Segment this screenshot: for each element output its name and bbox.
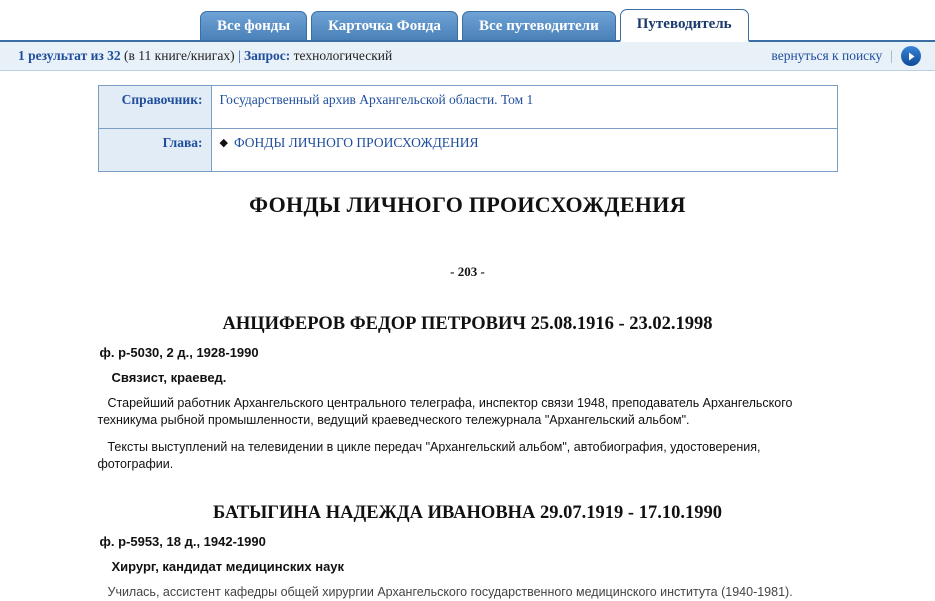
result-bar bbox=[0, 42, 935, 71]
entry-batygina bbox=[98, 503, 838, 601]
result-count: 1 результат из 32 bbox=[18, 48, 121, 63]
tab-fund-card[interactable]: Карточка Фонда bbox=[311, 11, 458, 40]
query-label: Запрос: bbox=[244, 48, 291, 63]
info-table bbox=[98, 85, 838, 172]
person-occupation: Хирург, кандидат медицинских наук bbox=[111, 559, 345, 574]
fund-reference: ф. р-5030, 2 д., 1928-1990 bbox=[99, 345, 259, 360]
arrow-right-icon[interactable] bbox=[901, 46, 921, 66]
result-summary bbox=[18, 48, 392, 64]
back-to-search-link[interactable]: вернуться к поиску bbox=[771, 48, 883, 63]
tab-guide[interactable]: Путеводитель bbox=[620, 9, 749, 42]
page-number: - 203 - bbox=[450, 264, 485, 279]
chapter-value-cell[interactable] bbox=[211, 129, 837, 172]
entry-paragraph: Тексты выступлений на телевидении в цикле передач "Архангельский альбом", автобиография, удостоверения, фотографии. bbox=[97, 440, 761, 471]
info-row-chapter bbox=[98, 129, 837, 172]
query-value: технологический bbox=[293, 48, 393, 63]
result-actions bbox=[771, 46, 921, 66]
action-separator: | bbox=[890, 48, 893, 63]
reference-label: Справочник: bbox=[98, 86, 211, 129]
document-chapter-title: ФОНДЫ ЛИЧНОГО ПРОИСХОЖДЕНИЯ bbox=[249, 192, 686, 217]
person-name: БАТЫГИНА НАДЕЖДА ИВАНОВНА 29.07.1919 - 17.10.1990 bbox=[213, 503, 722, 523]
result-books: (в 11 книге/книгах) bbox=[124, 48, 235, 63]
reference-value[interactable]: Государственный архив Архангельской области. Том 1 bbox=[211, 86, 837, 129]
entry-anciferov bbox=[98, 314, 838, 473]
entry-paragraph: Старейший работник Архангельского центрального телеграфа, инспектор связи 1948, преподаватель Архангельского техникума рыбной промышленности, ведущий краеведческого тележурнала "Архангельский альбом". bbox=[97, 396, 793, 427]
info-panel bbox=[0, 71, 935, 172]
person-name: АНЦИФЕРОВ ФЕДОР ПЕТРОВИЧ 25.08.1916 - 23.02.1998 bbox=[222, 314, 713, 334]
chapter-value[interactable]: ФОНДЫ ЛИЧНОГО ПРОИСХОЖДЕНИЯ bbox=[233, 135, 479, 150]
document-body bbox=[98, 172, 838, 601]
person-occupation: Связист, краевед. bbox=[111, 370, 227, 385]
diamond-bullet-icon: ◆ bbox=[219, 137, 228, 149]
fund-reference: ф. р-5953, 18 д., 1942-1990 bbox=[99, 534, 266, 549]
chapter-label: Глава: bbox=[98, 129, 211, 172]
tab-list bbox=[200, 9, 749, 40]
entry-paragraph: Училась, ассистент кафедры общей хирургии Архангельского государственного медицинского института (1940-1981). bbox=[107, 585, 793, 599]
tab-bar bbox=[0, 0, 935, 42]
result-separator: | bbox=[237, 48, 241, 63]
tab-all-guides[interactable]: Все путеводители bbox=[462, 11, 616, 40]
tab-all-funds[interactable]: Все фонды bbox=[200, 11, 307, 40]
info-row-reference bbox=[98, 86, 837, 129]
